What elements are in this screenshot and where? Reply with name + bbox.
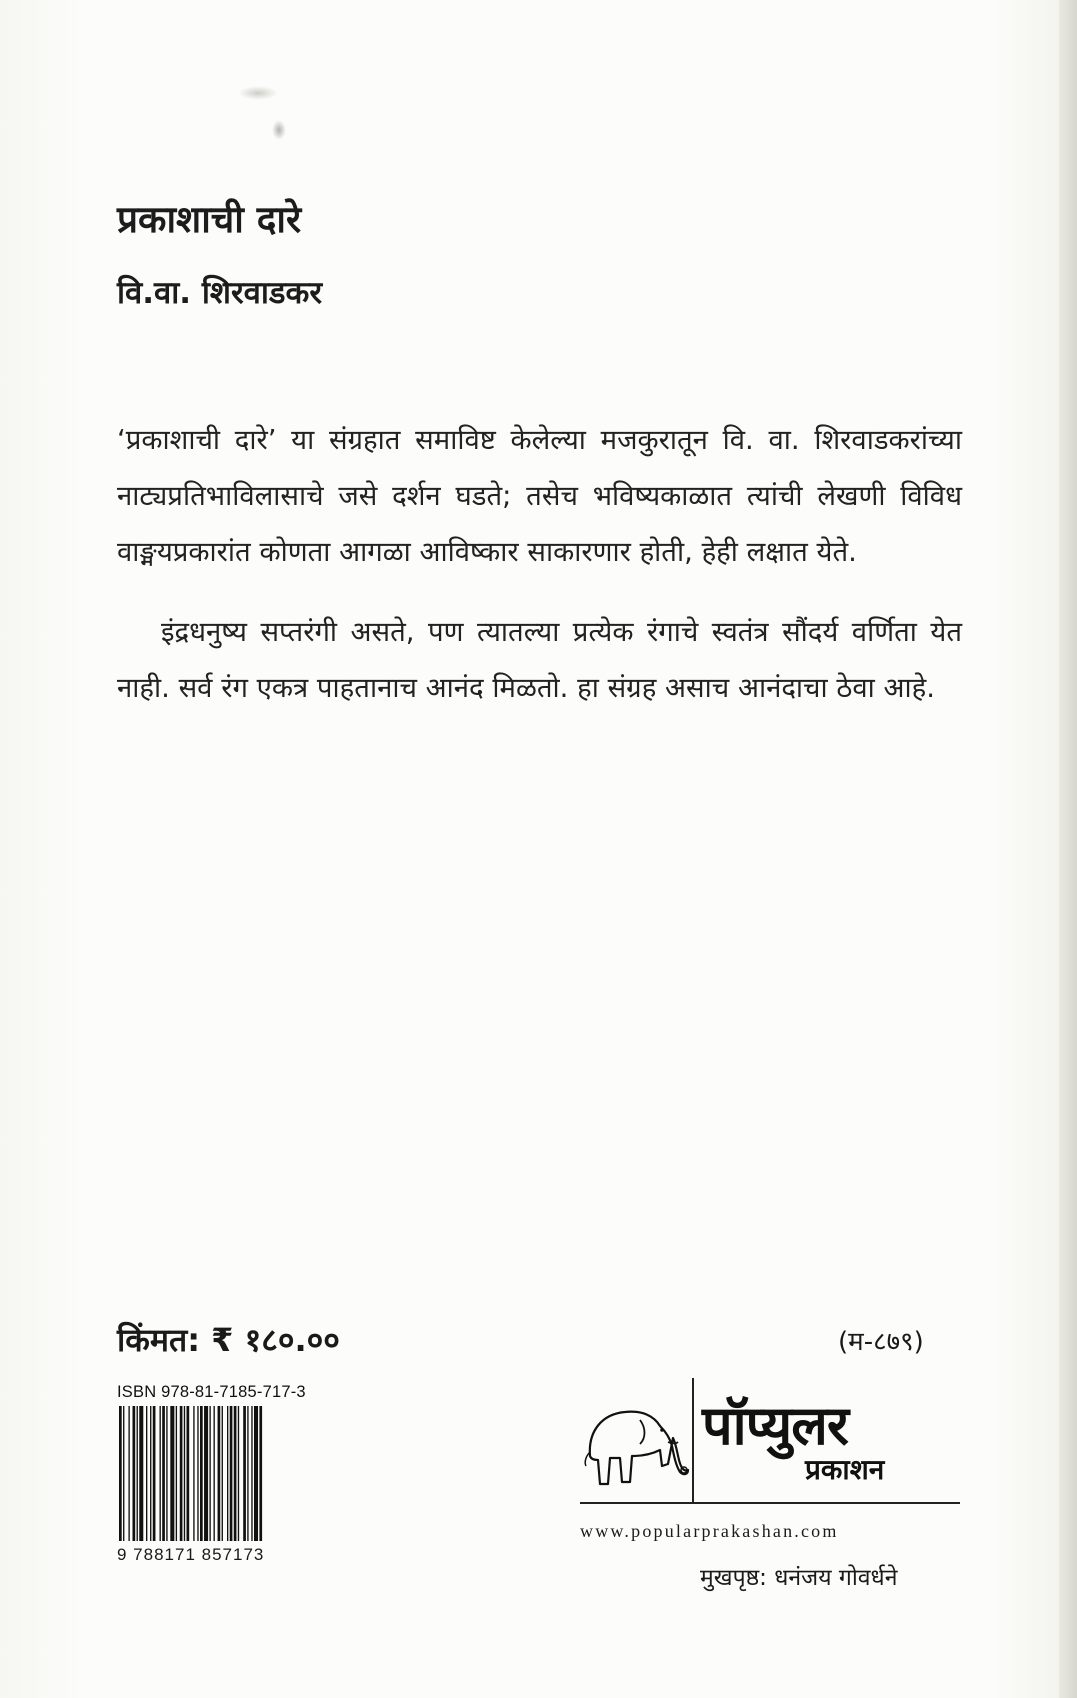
barcode-bar — [193, 1406, 194, 1541]
barcode-bar — [146, 1406, 147, 1541]
barcode-bars — [117, 1406, 307, 1541]
publisher-logo — [580, 1378, 960, 1504]
barcode-bar — [209, 1406, 210, 1541]
barcode-bar — [230, 1406, 233, 1541]
logo-divider — [692, 1378, 694, 1504]
barcode-digits: 9 788171 857173 — [117, 1545, 265, 1564]
price-label: किंमत: ₹ १८०.०० — [117, 1321, 340, 1359]
barcode-bar — [238, 1406, 239, 1541]
print-smudge — [272, 120, 286, 140]
barcode-bar — [153, 1406, 156, 1541]
barcode-bar — [139, 1406, 143, 1541]
barcode-bar — [176, 1406, 177, 1541]
blurb-text — [117, 412, 962, 716]
book-author: वि.वा. शिरवाडकर — [117, 275, 322, 311]
barcode-bar — [184, 1406, 185, 1541]
barcode-bar — [254, 1406, 258, 1541]
barcode-bar — [180, 1406, 183, 1541]
barcode-bar — [160, 1406, 161, 1541]
barcode-bar — [187, 1406, 190, 1541]
barcode-bar — [137, 1406, 138, 1541]
barcode-bar — [200, 1406, 203, 1541]
barcode-bar — [150, 1406, 151, 1541]
barcode-bar — [259, 1406, 262, 1541]
publisher-name: पॉप्युलर — [702, 1394, 848, 1457]
book-title: प्रकाशाची दारे — [117, 198, 302, 241]
barcode-bar — [128, 1406, 129, 1541]
barcode-bar — [214, 1406, 215, 1541]
barcode-bar — [197, 1406, 198, 1541]
barcode-bar — [251, 1406, 252, 1541]
blurb-paragraph-2: इंद्रधनुष्य सप्तरंगी असते, पण त्यातल्या प्रत्येक रंगाचे स्वतंत्र सौंदर्य वर्णिता येत नाही. सर्व रंग एकत्र पाहतानाच आनंद मिळतो. हा संग्रह असाच आनंदाचा ठेवा आहे. — [117, 616, 962, 704]
barcode-bar — [133, 1406, 136, 1541]
barcode-bar — [119, 1406, 122, 1541]
publisher-subtitle: प्रकाशन — [805, 1453, 885, 1486]
blurb-paragraph-1: ‘प्रकाशाची दारे’ या संग्रहात समाविष्ट केलेल्या मजकुरातून वि. वा. शिरवाडकरांच्या नाट्यप्रतिभाविलासाचे जसे दर्शन घडते; तसेच भविष्यकाळात त्यांची लेखणी विविध वाङ्मयप्रकारांत कोणता आगळा आविष्कार साकारणार होती, हेही लक्षात येते. — [117, 424, 962, 568]
spine-edge — [1059, 0, 1077, 1698]
elephant-icon — [580, 1386, 690, 1494]
barcode-bar — [222, 1406, 223, 1541]
isbn-number: ISBN 978-81-7185-717-3 — [117, 1383, 306, 1401]
barcode-bar — [204, 1406, 208, 1541]
barcode-bar — [247, 1406, 248, 1541]
barcode-bar — [123, 1406, 124, 1541]
publisher-website: www.popularprakashan.com — [580, 1521, 839, 1541]
catalog-code: (म-८७९) — [838, 1327, 924, 1357]
barcode-bar — [166, 1406, 167, 1541]
cover-credit: मुखपृष्ठ: धनंजय गोवर्धने — [700, 1565, 898, 1591]
logo-underline — [580, 1502, 960, 1504]
barcode-bar — [162, 1406, 165, 1541]
barcode-bar — [218, 1406, 221, 1541]
print-smudge — [238, 86, 278, 100]
barcode-bar — [234, 1406, 237, 1541]
barcode-bar — [227, 1406, 228, 1541]
isbn-barcode — [117, 1383, 307, 1565]
barcode-bar — [243, 1406, 246, 1541]
barcode-bar — [170, 1406, 174, 1541]
